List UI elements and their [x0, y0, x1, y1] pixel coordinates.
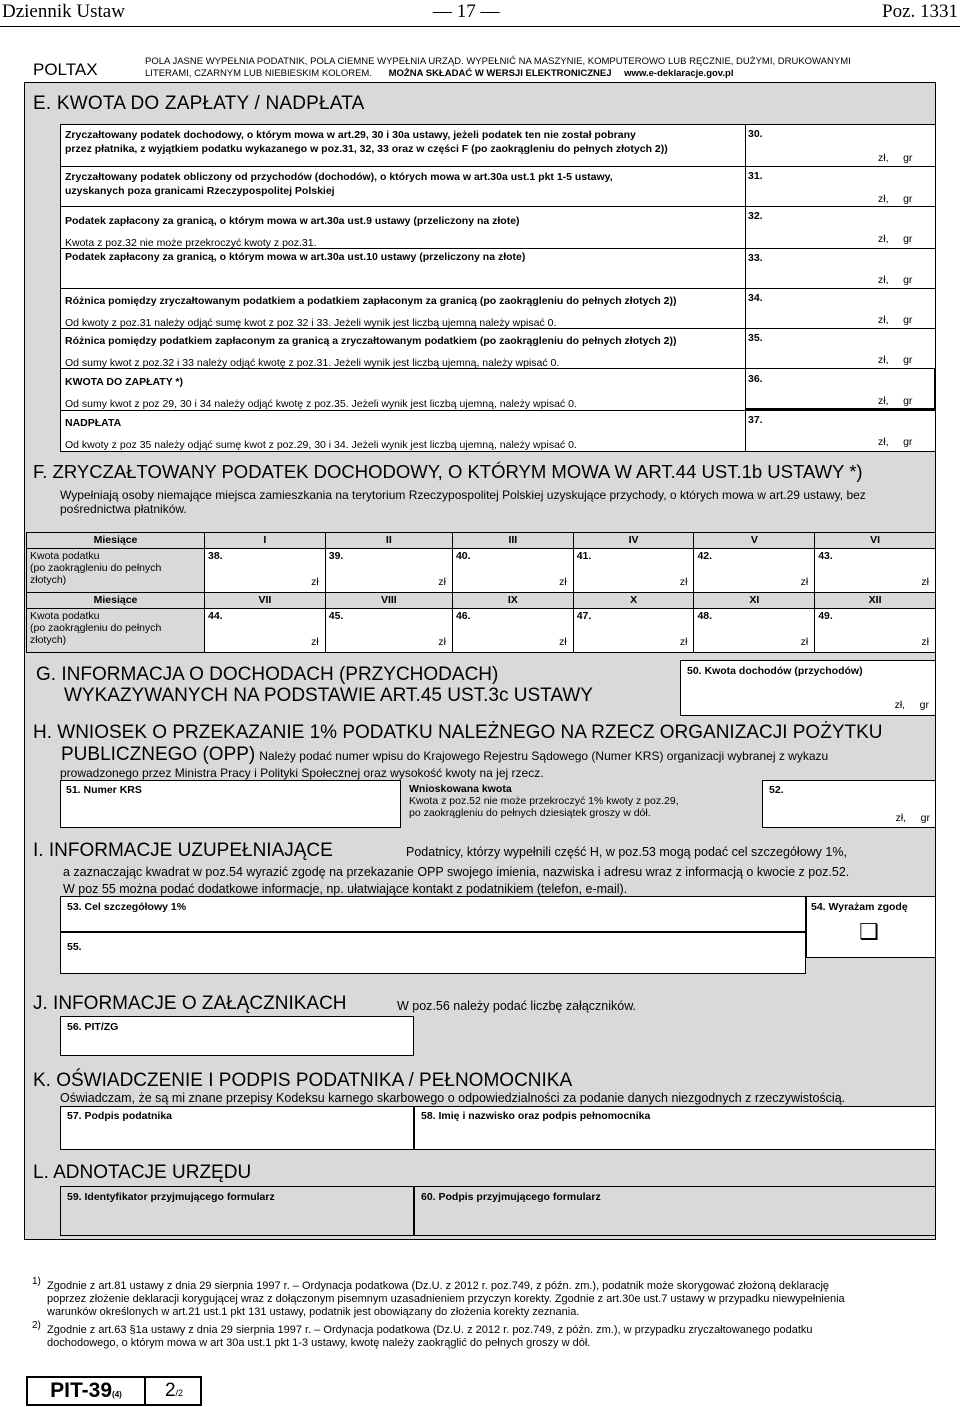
field-60-cell [414, 1186, 936, 1236]
footnote-1-marker: 1) [32, 1276, 41, 1287]
form-id-box [26, 1376, 202, 1406]
field-52-unit: zł, gr [895, 812, 930, 824]
section-g-title [36, 664, 593, 706]
row-37-line2: Od kwoty z poz 35 należy odjąć sumę kwot z poz.29, 30 i 34. Jeżeli wynik jest liczbą ujemną, należy wpisać 0. [65, 439, 577, 451]
field-31-input[interactable] [745, 166, 936, 206]
section-i-desc-line3: W poz 55 można podać dodatkowe informacje, np. ułatwiające kontakt z podatnikiem (telefon, e-mail). [63, 882, 628, 896]
field-33-input[interactable] [745, 248, 936, 288]
month-amount-input[interactable] [815, 609, 936, 653]
currency-label: zł [921, 636, 929, 648]
currency-label: zł [800, 576, 809, 588]
field-52-input[interactable] [762, 780, 936, 828]
currency-label: zł [311, 636, 319, 648]
amount-label-cell [27, 609, 205, 653]
month-amount-input[interactable] [205, 609, 326, 653]
amount-requested-label: Wnioskowana kwota [409, 783, 512, 795]
row-35-line2: Od sumy kwot z poz.32 i 33 należy odjąć kwotę z poz.31. Jeżeli wynik jest liczbą ujemną, należy wpisać 0. [65, 357, 560, 369]
field-33-number: 33. [748, 252, 763, 264]
consent-checkbox-icon[interactable]: ❑ [859, 919, 879, 944]
amount-sub: (po zaokrągleniu do pełnych [30, 562, 162, 574]
amount-sub2: złotych) [30, 574, 67, 586]
journal-name: Dziennik Ustaw [2, 1, 125, 22]
month-amount-input[interactable] [325, 609, 452, 653]
footnote-2 [47, 1324, 932, 1350]
field-36-unit: zł, gr [878, 395, 913, 407]
field-54-cell [806, 896, 936, 958]
field-57-label: 57. Podpis podatnika [67, 1110, 173, 1122]
section-i-title: I. INFORMACJE UZUPEŁNIAJĄCE [33, 840, 333, 861]
section-h-desc-line2: prowadzonego przez Ministra Pracy i Polityki Społecznej oraz wysokość kwoty na jej rzecz. [60, 766, 544, 780]
field-number: 43. [818, 550, 833, 562]
month-header: VII [205, 593, 326, 609]
field-36-number: 36. [748, 373, 763, 385]
row-30-line2: przez płatnika, z wyjątkiem podatku wykazanego w poz.31, 32, 33 oraz w części F (po zaokrągleniu do pełnych złotych 2)) [65, 143, 668, 155]
page-count-cell [148, 1378, 200, 1404]
footnote-1-line2: poprzez złożenie deklaracji korygującej wraz z dołączonym pisemnym uzasadnieniem przyczyn korekty. Zgodnie z art.30e ust.7 ustawy w przypadku niewypełnienia [47, 1293, 845, 1305]
field-37-number: 37. [748, 414, 763, 426]
electronic-note: MOŻNA SKŁADAĆ W WERSJI ELEKTRONICZNEJ [388, 68, 612, 79]
field-35-unit: zł, gr [878, 354, 913, 366]
field-30-unit: zł, gr [878, 152, 913, 164]
field-34-number: 34. [748, 292, 763, 304]
month-amount-input[interactable] [694, 609, 815, 653]
field-number: 38. [208, 550, 223, 562]
field-53-label: 53. Cel szczegółowy 1% [67, 901, 187, 913]
section-h-title [33, 722, 883, 767]
field-37-input[interactable] [745, 410, 936, 452]
field-32-number: 32. [748, 210, 763, 222]
currency-label: zł [800, 636, 809, 648]
instructions-banner [145, 56, 945, 80]
field-number: 44. [208, 610, 223, 622]
section-l-title: L. ADNOTACJE URZĘDU [33, 1162, 252, 1183]
month-amount-input[interactable] [452, 549, 573, 593]
field-53-input[interactable] [60, 896, 806, 932]
field-56-input[interactable] [60, 1016, 414, 1056]
months-header: Miesiące [27, 593, 205, 609]
field-31-unit: zł, gr [878, 193, 913, 205]
field-32-input[interactable] [745, 206, 936, 248]
form-version: (4) [112, 1390, 122, 1399]
row-34-line2: Od kwoty z poz.31 należy odjąć sumę kwot z poz 32 i 33. Jeżeli wynik jest liczbą ujemną należy wpisać 0. [65, 317, 557, 329]
field-30-input[interactable] [745, 124, 936, 166]
currency-label: zł [921, 576, 929, 588]
field-30-number: 30. [748, 128, 763, 140]
section-h-title-line1: H. WNIOSEK O PRZEKAZANIE 1% PODATKU NALEŻNEGO NA RZECZ ORGANIZACJI POŻYTKU [33, 722, 883, 743]
field-59-cell [60, 1186, 414, 1236]
month-amount-input[interactable] [325, 549, 452, 593]
month-amount-input[interactable] [694, 549, 815, 593]
footnote-2-marker: 2) [32, 1320, 41, 1331]
section-g-title-line2: WYKAZYWANYCH NA PODSTAWIE ART.45 UST.3c USTAWY [64, 685, 593, 706]
row-36-line2: Od sumy kwot z poz 29, 30 i 34 należy odjąć kwotę z poz.35. Jeżeli wynik jest liczbą ujemną, należy wpisać 0. [65, 398, 577, 410]
month-header: V [694, 533, 815, 549]
row-31-line1: Zryczałtowany podatek obliczony od przychodów (dochodów), o których mowa w art.30a ust.1 pkt 1-5 ustawy, [65, 171, 613, 183]
field-number: 46. [455, 610, 471, 622]
field-36-input[interactable] [745, 368, 936, 410]
section-i-desc-line2: a zaznaczając kwadrat w poz.54 wyrazić zgodę na przekazanie OPP swojego imienia, nazwiska i adresu wraz z informacją o kwocie z poz.52. [63, 865, 850, 879]
month-header: III [452, 533, 573, 549]
currency-label: zł [559, 636, 567, 648]
month-header: IX [452, 593, 573, 609]
field-31-number: 31. [748, 170, 763, 182]
month-header: XI [694, 593, 815, 609]
month-header: VI [815, 533, 936, 549]
field-number: 45. [328, 610, 344, 622]
field-37-unit: zł, gr [878, 436, 913, 448]
field-number: 47. [576, 610, 592, 622]
months-header: Miesiące [27, 533, 205, 549]
section-h-title-line2: PUBLICZNEGO (OPP) [61, 744, 256, 765]
field-number: 48. [697, 610, 713, 622]
row-36-line1: KWOTA DO ZAPŁATY *) [65, 376, 184, 388]
currency-label: zł [679, 636, 688, 648]
field-34-input[interactable] [745, 288, 936, 328]
amount-label-cell [27, 549, 205, 593]
amount-sub: (po zaokrągleniu do pełnych [30, 622, 162, 634]
month-header: X [573, 593, 694, 609]
row-35-line1: Różnica pomiędzy podatkiem zapłaconym za granicą a zryczałtowanym podatkiem (po zaokrągleniu do pełnych złotych 2)) [65, 335, 677, 347]
section-h-desc-line1: Należy podać numer wpisu do Krajowego Rejestru Sądowego (Numer KRS) organizacji wybranej z wykazu [259, 749, 829, 763]
row-31-line2: uzyskanych poza granicami Rzeczypospolitej Polskiej [65, 185, 335, 197]
month-amount-input[interactable] [573, 609, 694, 653]
row-32-line2: Kwota z poz.32 nie może przekroczyć kwoty z poz.31. [65, 237, 317, 249]
footnote-2-line2: dochodowego, o którym mowa w art 30a ust.1 pkt 1-3 ustawy, kwotę należy zaokrąglić do pełnych groszy w dół. [47, 1337, 591, 1349]
e-deklaracje-link[interactable]: www.e-deklaracje.gov.pl [624, 68, 734, 79]
month-amount-input[interactable] [452, 609, 573, 653]
field-50-unit: zł, gr [894, 699, 929, 711]
currency-label: zł [311, 576, 319, 588]
field-number: 40. [455, 550, 471, 562]
instructions-line1: POLA JASNE WYPEŁNIA PODATNIK, POLA CIEMNE WYPEŁNIA URZĄD. WYPEŁNIĆ NA MASZYNIE, KOMPUTEROWO LUB RĘCZNIE, DUŻYMI, DRUKOWANYMI [145, 56, 851, 67]
page-number: — 17 — [433, 1, 500, 22]
field-50-input[interactable] [680, 660, 936, 716]
month-header: XII [815, 593, 936, 609]
field-32-unit: zł, gr [878, 233, 913, 245]
footnote-1 [47, 1280, 932, 1319]
currency-label: zł [559, 576, 567, 588]
field-58-input[interactable] [414, 1106, 936, 1150]
field-33-unit: zł, gr [878, 274, 913, 286]
row-34-line1: Różnica pomiędzy zryczałtowanym podatkiem a podatkiem zapłaconym za granicą (po zaokrągleniu do pełnych złotych 2)) [65, 295, 677, 307]
row-30-line1: Zryczałtowany podatek dochodowy, o którym mowa w art.29, 30 i 30a ustawy, jeżeli podatek ten nie został pobrany [65, 129, 636, 141]
field-35-input[interactable] [745, 328, 936, 368]
row-31-text [65, 170, 740, 198]
field-34-unit: zł, gr [878, 314, 913, 326]
field-57-input[interactable] [60, 1106, 414, 1150]
form-code-cell [28, 1378, 146, 1404]
section-e-title: E. KWOTA DO ZAPŁATY / NADPŁATA [33, 93, 365, 114]
field-58-label: 58. Imię i nazwisko oraz podpis pełnomocnika [421, 1110, 651, 1122]
section-j-title: J. INFORMACJE O ZAŁĄCZNIKACH [33, 993, 347, 1014]
row-37-line1: NADPŁATA [65, 417, 122, 429]
month-amount-input[interactable] [573, 549, 694, 593]
field-50-label: 50. Kwota dochodów (przychodów) [687, 665, 863, 677]
field-number: 39. [328, 550, 344, 562]
section-f-desc-line2: pośrednictwa płatników. [60, 502, 187, 516]
section-i-description [63, 864, 933, 898]
field-60-label: 60. Podpis przyjmującego formularz [421, 1191, 601, 1203]
section-f-desc-line1: Wypełniają osoby niemające miejsca zamieszkania na terytorium Rzeczypospolitej Polskiej uzyskujące przychody, o których mowa w art.29 ustawy, bez [60, 488, 866, 502]
row-30-text [65, 128, 740, 156]
month-amount-input[interactable] [815, 549, 936, 593]
month-amount-input[interactable] [205, 549, 326, 593]
position-number: Poz. 1331 [882, 1, 958, 22]
section-f-title: F. ZRYCZAŁTOWANY PODATEK DOCHODOWY, O KTÓRYM MOWA W ART.44 UST.1b USTAWY *) [33, 461, 863, 482]
field-35-number: 35. [748, 332, 763, 344]
row-36-text [65, 371, 740, 415]
form-code: PIT-39 [50, 1379, 113, 1402]
section-k-title: K. OŚWIADCZENIE I PODPIS PODATNIKA / PEŁNOMOCNIKA [33, 1070, 573, 1091]
amount-label: Kwota podatku [30, 610, 100, 622]
amount-requested-cell [400, 780, 762, 828]
section-j-desc: W poz.56 należy podać liczbę załączników. [397, 999, 637, 1013]
field-55-input[interactable] [60, 932, 806, 974]
header-rule [0, 26, 960, 27]
month-header: II [325, 533, 452, 549]
section-k-desc: Oświadczam, że są mi znane przepisy Kodeksu karnego skarbowego o odpowiedzialności za podanie danych niezgodnych z rzeczywistością. [60, 1091, 846, 1105]
footnote-2-line1: Zgodnie z art.63 §1a ustawy z dnia 29 sierpnia 1997 r. – Ordynacja podatkowa (Dz.U. z 2012 r. poz.749, z późn. zm.), w przypadku zryczałtowanego podatku [47, 1324, 813, 1336]
field-51-input[interactable] [60, 780, 400, 828]
section-i-desc-line1: Podatnicy, którzy wypełnili część H, w poz.53 mogą podać cel szczegółowy 1%, [406, 845, 847, 859]
field-51-label: 51. Numer KRS [66, 784, 142, 796]
amount-label: Kwota podatku [30, 550, 100, 562]
monthly-tax-table [26, 532, 936, 653]
row-33-text: Podatek zapłacony za granicą, o którym mowa w art.30a ust.10 ustawy (przeliczony na złote) [65, 251, 526, 263]
month-header: IV [573, 533, 694, 549]
amount-requested-note [409, 795, 679, 819]
field-54-label: 54. Wyrażam zgodę [811, 901, 908, 913]
amount-note-line2: po zaokrągleniu do pełnych dziesiątek groszy w dół. [409, 807, 651, 819]
field-number: 41. [576, 550, 592, 562]
instructions-line2: LITERAMI, CZARNYM LUB NIEBIESKIM KOLOREM. [145, 68, 372, 79]
page-total: /2 [175, 1388, 184, 1398]
month-header: I [205, 533, 326, 549]
page-header [0, 0, 960, 26]
field-59-label: 59. Identyfikator przyjmującego formularz [67, 1191, 275, 1203]
poltax-logo: POLTAX [33, 60, 98, 79]
currency-label: zł [679, 576, 688, 588]
currency-label: zł [438, 636, 446, 648]
field-number: 42. [697, 550, 713, 562]
currency-label: zł [438, 576, 446, 588]
field-52-label: 52. [769, 784, 784, 796]
amount-sub2: złotych) [30, 634, 67, 646]
field-55-label: 55. [67, 941, 82, 953]
amount-note-line1: Kwota z poz.52 nie może przekroczyć 1% kwoty z poz.29, [409, 795, 679, 807]
month-header: VIII [325, 593, 452, 609]
footnote-1-line1: Zgodnie z art.81 ustawy z dnia 29 sierpnia 1997 r. – Ordynacja podatkowa (Dz.U. z 2012 r. poz.749, z późn. zm.), podatnik może skorygować złożoną deklarację [47, 1280, 830, 1292]
field-number: 49. [818, 610, 833, 622]
footnote-1-line3: warunków określonych w art.21 ust.1 pkt 131 ustawy, podatnik jest obowiązany do złożenia korekty zeznania. [47, 1306, 580, 1318]
field-56-label: 56. PIT/ZG [67, 1021, 119, 1033]
page-current: 2 [164, 1380, 176, 1401]
row-37-text [65, 412, 740, 456]
section-g-title-line1: G. INFORMACJA O DOCHODACH (PRZYCHODACH) [36, 664, 499, 685]
row-32-line1: Podatek zapłacony za granicą, o którym mowa w art.30a ust.9 ustawy (przeliczony na złote) [65, 215, 520, 227]
section-f-description [60, 488, 930, 516]
